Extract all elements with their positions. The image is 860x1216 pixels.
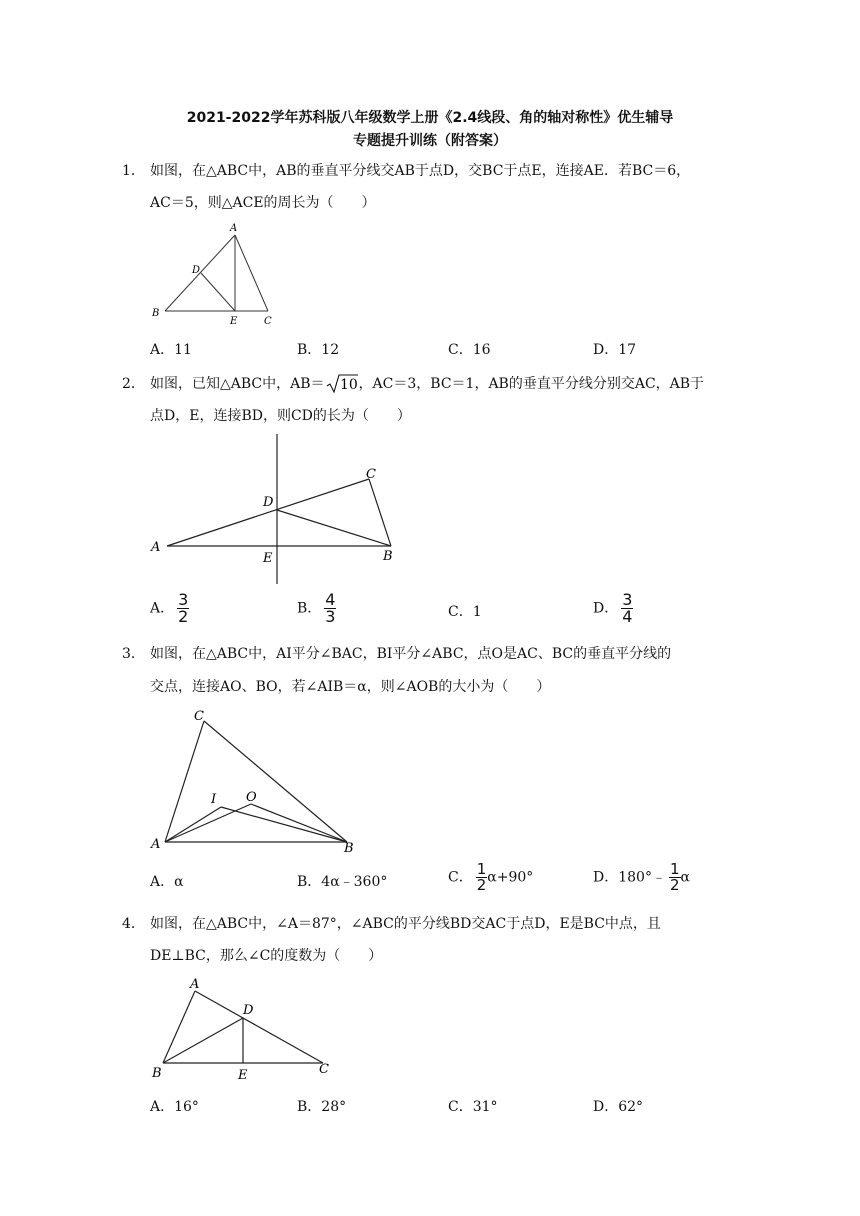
q2-option-b-num: 4 — [325, 590, 336, 609]
q4-option-c[interactable]: C．31° — [448, 1099, 498, 1115]
q2-option-d-den: 4 — [622, 607, 633, 626]
q2-label-b: B — [383, 549, 393, 564]
doc-title-line2: 专题提升训练（附答案） — [353, 133, 507, 149]
q3-option-c[interactable] — [448, 862, 533, 893]
q3-option-c-num: 1 — [476, 860, 487, 878]
q4-figure — [145, 973, 345, 1088]
q1-option-c[interactable]: C．16 — [448, 342, 491, 358]
q2-text-line2: 点D，E，连接BD，则CD的长为（ ） — [150, 408, 411, 424]
q2-figure — [145, 430, 405, 590]
q3-option-c-prefix: C． — [448, 869, 473, 886]
q2-option-d-fraction — [621, 592, 633, 625]
q2-label-d: D — [263, 495, 274, 510]
q2-label-a: A — [151, 540, 161, 555]
q2-option-d[interactable] — [593, 592, 633, 625]
q3-option-d-den: 2 — [669, 876, 680, 894]
q3-label-b: B — [344, 841, 354, 856]
q3-text-line2: 交点，连接AO、BO，若∠AIB＝α，则∠AOB的大小为（ ） — [150, 679, 551, 695]
q4-label-e: E — [238, 1068, 248, 1083]
q3-label-o: O — [246, 790, 257, 805]
q4-option-a[interactable]: A．16° — [150, 1099, 199, 1115]
q3-option-d-fraction — [669, 862, 681, 893]
q3-option-d-num: 1 — [669, 860, 680, 878]
q1-label-c: C — [264, 316, 272, 327]
q1-option-b[interactable]: B．12 — [297, 342, 340, 358]
q3-option-d[interactable] — [593, 862, 690, 893]
q4-option-d[interactable]: D．62° — [593, 1099, 644, 1115]
q2-text-post: ，AC＝3，BC＝1，AB的垂直平分线分别交AC，AB于 — [358, 376, 705, 392]
q2-option-b-prefix: B． — [297, 600, 322, 617]
q4-label-a: A — [190, 977, 200, 992]
q4-option-b[interactable]: B．28° — [297, 1099, 347, 1115]
q1-label-b: B — [152, 308, 160, 319]
q2-option-d-num: 3 — [622, 590, 633, 609]
q2-sqrt-value: 10 — [339, 377, 358, 393]
q2-option-a-num: 3 — [178, 590, 189, 609]
q2-text-line1 — [150, 373, 704, 395]
q1-label-e: E — [230, 316, 238, 327]
q3-option-c-den: 2 — [476, 876, 487, 894]
q3-option-d-prefix: D．180°﹣ — [593, 869, 666, 886]
q1-number: 1． — [122, 163, 145, 179]
q3-text-line1: 如图，在△ABC中，AI平分∠BAC，BI平分∠ABC，点O是AC、BC的垂直平分线的 — [150, 646, 672, 662]
q1-text-line2: AC＝5，则△ACE的周长为（ ） — [150, 195, 376, 211]
q2-option-a-fraction — [177, 592, 189, 625]
q2-option-a[interactable] — [150, 592, 189, 625]
q2-label-e: E — [263, 551, 273, 566]
q4-label-c: C — [319, 1062, 329, 1077]
q3-option-d-suffix: α — [680, 869, 690, 886]
sqrt-symbol — [325, 373, 359, 395]
q4-text-line1: 如图，在△ABC中，∠A＝87°，∠ABC的平分线BD交AC于点D，E是BC中点，且 — [150, 916, 661, 932]
q1-option-a[interactable]: A．11 — [150, 342, 192, 358]
q2-option-a-den: 2 — [178, 607, 189, 626]
q3-option-c-suffix: α+90° — [487, 869, 534, 886]
doc-title-line1: 2021-2022学年苏科版八年级数学上册《2.4线段、角的轴对称性》优生辅导 — [186, 110, 674, 126]
q3-label-a: A — [151, 837, 161, 852]
q3-option-b[interactable]: B．4α﹣360° — [297, 874, 388, 890]
q2-option-b-den: 3 — [325, 607, 336, 626]
q3-number: 3． — [122, 646, 145, 662]
q2-label-c: C — [366, 467, 376, 482]
q3-label-i: I — [211, 792, 217, 807]
q3-option-c-fraction — [476, 862, 488, 893]
q1-label-d: D — [192, 265, 201, 276]
q2-text-pre: 如图，已知△ABC中，AB＝ — [150, 376, 325, 392]
q3-label-c: C — [194, 709, 204, 724]
q2-option-b-fraction — [324, 592, 336, 625]
q4-label-d: D — [243, 1003, 254, 1018]
q4-text-line2: DE⊥BC，那么∠C的度数为（ ） — [150, 948, 383, 964]
q3-option-a[interactable]: A．α — [150, 874, 184, 890]
q2-number: 2． — [122, 376, 145, 392]
q1-text-line1: 如图，在△ABC中，AB的垂直平分线交AB于点D，交BC于点E，连接AE．若BC＝6， — [150, 163, 691, 179]
q4-number: 4． — [122, 916, 145, 932]
q2-option-c[interactable]: C．1 — [448, 604, 482, 620]
q1-figure — [145, 218, 285, 330]
q1-option-d[interactable]: D．17 — [593, 342, 637, 358]
q3-figure — [145, 702, 370, 860]
q2-option-b[interactable] — [297, 592, 336, 625]
q2-option-d-prefix: D． — [593, 600, 619, 617]
q2-option-a-prefix: A． — [150, 600, 175, 617]
q4-label-b: B — [152, 1066, 162, 1081]
q1-label-a: A — [230, 223, 238, 234]
